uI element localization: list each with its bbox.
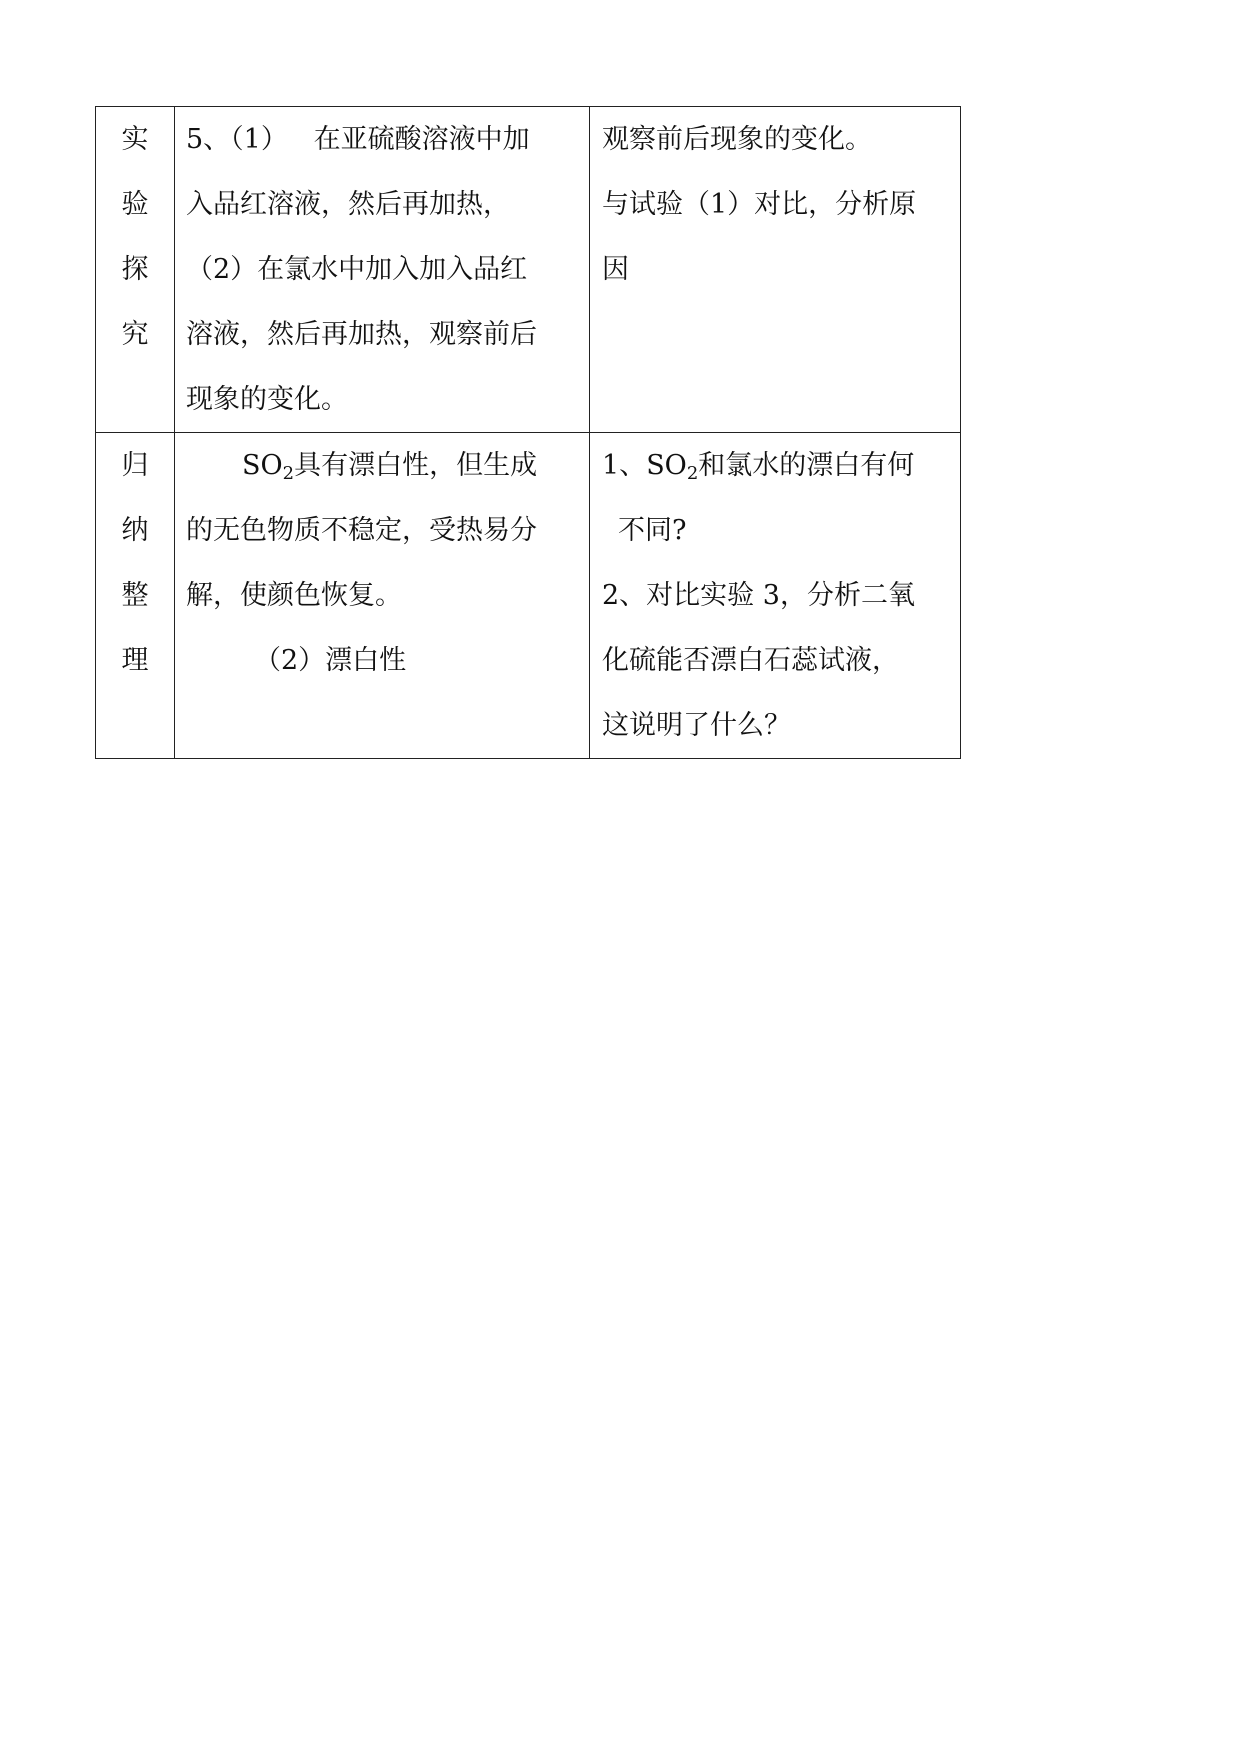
activity-line: 现象的变化。	[186, 384, 348, 415]
stage-cell-summary	[96, 433, 175, 759]
guide-line: 与试验（1）对比，分析原	[602, 189, 917, 220]
activity-line: 溶液，然后再加热，观察前后	[186, 319, 537, 350]
stage-cell-experiment	[96, 107, 175, 433]
activity-line: 5、（1） 在亚硫酸溶液中加	[186, 124, 530, 155]
stage-char: 整	[121, 580, 149, 611]
guide-line: 因	[602, 254, 629, 285]
summary-line-3: 解，使颜色恢复。	[186, 580, 402, 611]
so2-formula: $SO_2$	[646, 450, 699, 484]
activity-cell-experiment	[175, 107, 590, 433]
lesson-plan-table	[95, 106, 961, 759]
table-row-experiment	[96, 107, 961, 433]
activity-line: （2）在氯水中加入加入品红	[186, 254, 528, 285]
question-1-cont: 不同?	[618, 515, 687, 546]
question-2: 2、对比实验 3，分析二氧	[602, 580, 915, 611]
stage-char: 究	[121, 319, 149, 350]
summary-line-4: （2）漂白性	[254, 645, 407, 676]
stage-char: 归	[121, 450, 149, 481]
summary-line-2: 的无色物质不稳定，受热易分	[186, 515, 537, 546]
stage-char: 验	[121, 189, 149, 220]
stage-char: 实	[121, 124, 149, 155]
guide-cell-experiment	[590, 107, 961, 433]
table-row-summary	[96, 433, 961, 759]
stage-char: 理	[121, 645, 149, 676]
activity-cell-summary	[175, 433, 590, 759]
so2-formula: $SO_2$	[242, 450, 295, 484]
question-2-cont: 化硫能否漂白石蕊试液，	[602, 645, 899, 676]
guide-line: 观察前后现象的变化。	[602, 124, 872, 155]
stage-char: 探	[121, 254, 149, 285]
summary-line-1: $SO_2$具有漂白性，但生成	[242, 450, 538, 484]
activity-line: 入品红溶液，然后再加热，	[186, 189, 510, 220]
question-1: 1、$SO_2$和氯水的漂白有何	[602, 450, 915, 484]
stage-char: 纳	[121, 515, 149, 546]
guide-cell-summary	[590, 433, 961, 759]
question-2-cont: 这说明了什么？	[602, 710, 791, 741]
